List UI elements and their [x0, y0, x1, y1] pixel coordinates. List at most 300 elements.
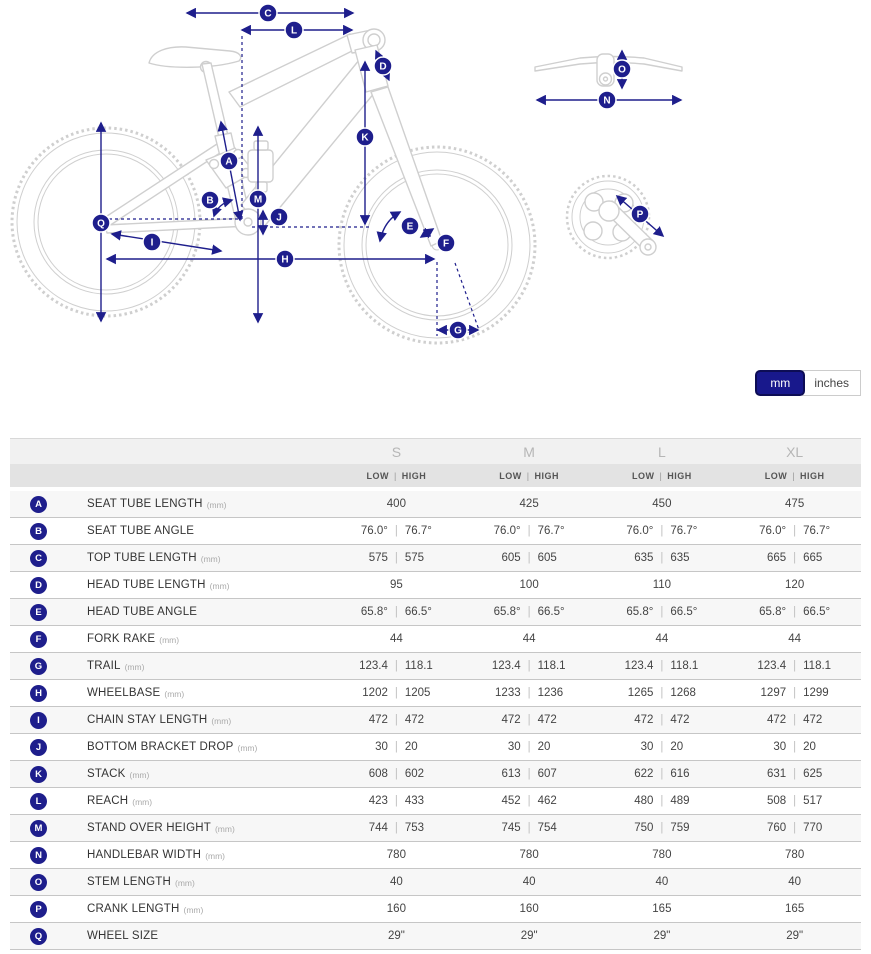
svg-text:L: L [290, 25, 298, 37]
value-cell [463, 903, 596, 915]
size-header: S [391, 443, 402, 460]
value-high: 489 [670, 795, 690, 807]
row-badge: B [30, 523, 47, 540]
row-label: SEAT TUBE LENGTH [87, 498, 203, 510]
row-label-cell [10, 739, 330, 756]
row-label-cell [10, 523, 330, 540]
value-single: 29" [786, 930, 804, 942]
row-badge: C [30, 550, 47, 567]
value-high: 1205 [404, 687, 431, 699]
value-low: 480 [634, 795, 654, 807]
row-label: BOTTOM BRACKET DROP [87, 741, 234, 753]
value-separator: | [394, 822, 398, 834]
high-label: HIGH [401, 470, 427, 481]
value-high: 20 [537, 741, 551, 753]
row-label: WHEEL SIZE [87, 930, 159, 942]
row-badge: M [30, 820, 47, 837]
value-low: 608 [368, 768, 388, 780]
row-label-cell [10, 712, 330, 729]
table-row-n [10, 842, 861, 869]
row-label: STAND OVER HEIGHT [87, 822, 211, 834]
value-separator: | [394, 714, 398, 726]
value-single: 44 [655, 633, 669, 645]
value-single: 165 [652, 903, 672, 915]
value-cell [596, 660, 729, 672]
seatpost [202, 63, 229, 142]
value-low: 65.8° [626, 606, 654, 618]
value-low: 123.4 [491, 660, 521, 672]
value-separator: | [793, 741, 797, 753]
value-low: 613 [501, 768, 521, 780]
value-cell [596, 606, 729, 618]
units-inches-button[interactable]: inches [802, 370, 861, 396]
value-cell [330, 876, 463, 888]
value-low: 605 [501, 552, 521, 564]
value-cell [463, 714, 596, 726]
value-high: 76.7° [404, 525, 432, 537]
value-cell [596, 930, 729, 942]
dimension-b [201, 191, 232, 216]
value-cell [330, 903, 463, 915]
value-separator: | [793, 660, 797, 672]
value-low: 65.8° [759, 606, 787, 618]
units-mm-button[interactable]: mm [755, 370, 805, 396]
value-low: 1297 [760, 687, 787, 699]
value-low: 750 [634, 822, 654, 834]
row-unit: (mm) [209, 581, 230, 591]
value-cell [728, 714, 861, 726]
value-cell [463, 606, 596, 618]
value-cell [728, 741, 861, 753]
value-low: 123.4 [757, 660, 787, 672]
value-low: 76.0° [759, 525, 787, 537]
row-badge: O [30, 874, 47, 891]
row-label-cell [10, 928, 330, 945]
value-cell [330, 741, 463, 753]
low-label: LOW [366, 470, 389, 481]
value-single: 40 [788, 876, 802, 888]
value-single: 780 [785, 849, 805, 861]
svg-text:K: K [361, 132, 369, 144]
value-cell [330, 606, 463, 618]
value-low: 472 [634, 714, 654, 726]
row-badge: D [30, 577, 47, 594]
row-label: HEAD TUBE LENGTH [87, 579, 206, 591]
row-label: STEM LENGTH [87, 876, 171, 888]
value-separator: | [793, 552, 797, 564]
value-separator: | [793, 795, 797, 807]
dimension-l [242, 21, 352, 39]
svg-text:F: F [442, 238, 450, 250]
low-high-separator: | [526, 470, 530, 481]
svg-text:A: A [225, 156, 233, 168]
svg-text:N: N [603, 95, 611, 107]
value-single: 44 [788, 633, 802, 645]
value-high: 665 [803, 552, 823, 564]
row-label-cell [10, 604, 330, 621]
row-unit: (mm) [164, 689, 185, 699]
value-single: 44 [389, 633, 403, 645]
bike-geometry-diagram [0, 0, 871, 362]
value-low: 123.4 [359, 660, 388, 672]
value-cell [463, 687, 596, 699]
value-cell [728, 552, 861, 564]
value-high: 602 [404, 768, 425, 780]
low-high-separator: | [792, 470, 796, 481]
value-separator: | [660, 795, 664, 807]
value-cell [596, 525, 729, 537]
value-cell [463, 525, 596, 537]
low-label: LOW [764, 470, 788, 481]
value-high: 118.1 [670, 660, 699, 672]
row-unit: (mm) [206, 500, 227, 510]
value-separator: | [394, 660, 398, 672]
value-separator: | [394, 687, 398, 699]
value-separator: | [660, 741, 664, 753]
value-single: 400 [386, 498, 406, 510]
value-cell [728, 768, 861, 780]
value-cell [728, 579, 861, 591]
value-low: 760 [766, 822, 787, 834]
value-cell [596, 903, 729, 915]
value-single: 780 [519, 849, 539, 861]
value-cell [330, 525, 463, 537]
value-cell [330, 687, 463, 699]
value-high: 118.1 [537, 660, 566, 672]
row-label-cell [10, 550, 330, 567]
row-unit: (mm) [175, 878, 195, 888]
value-single: 160 [519, 903, 539, 915]
value-cell [463, 849, 596, 861]
low-high-header [463, 471, 596, 481]
row-label-cell [10, 847, 330, 864]
value-cell [463, 768, 596, 780]
table-row-j [10, 734, 861, 761]
row-badge: Q [30, 928, 47, 945]
value-separator: | [527, 525, 531, 537]
value-cell [728, 606, 861, 618]
table-row-q [10, 923, 861, 950]
value-cell [596, 552, 729, 564]
value-single: 160 [386, 903, 406, 915]
low-high-header [330, 471, 463, 481]
value-cell [330, 930, 463, 942]
row-label-cell [10, 820, 330, 837]
value-separator: | [793, 525, 797, 537]
value-cell [728, 633, 861, 645]
value-low: 665 [766, 552, 787, 564]
value-separator: | [394, 606, 398, 618]
value-separator: | [660, 822, 664, 834]
value-separator: | [660, 714, 664, 726]
value-low: 508 [766, 795, 787, 807]
value-low: 30 [773, 741, 787, 753]
value-high: 20 [404, 741, 418, 753]
value-single: 780 [652, 849, 672, 861]
value-cell [330, 714, 463, 726]
value-high: 66.5° [670, 606, 698, 618]
row-badge: A [30, 496, 47, 513]
value-single: 110 [652, 579, 672, 591]
value-cell [330, 795, 463, 807]
table-row-f [10, 626, 861, 653]
table-row-d [10, 572, 861, 599]
value-cell [463, 795, 596, 807]
value-high: 472 [670, 714, 690, 726]
dimension-n [537, 91, 681, 109]
value-low: 1265 [627, 687, 654, 699]
table-row-m [10, 815, 861, 842]
value-low: 76.0° [360, 525, 388, 537]
value-single: 165 [785, 903, 805, 915]
value-low: 76.0° [493, 525, 521, 537]
value-high: 118.1 [803, 660, 832, 672]
value-separator: | [527, 822, 531, 834]
value-high: 1236 [537, 687, 564, 699]
value-high: 1299 [803, 687, 829, 699]
geometry-table [10, 438, 861, 950]
row-badge: K [30, 766, 47, 783]
dimension-c [187, 4, 353, 22]
value-single: 40 [389, 876, 403, 888]
value-low: 472 [368, 714, 388, 726]
row-label: CRANK LENGTH [87, 903, 180, 915]
value-cell [330, 498, 463, 510]
value-high: 20 [670, 741, 684, 753]
table-row-p [10, 896, 861, 923]
dimension-h [107, 250, 434, 268]
value-single: 120 [785, 579, 805, 591]
row-label-cell [10, 496, 330, 513]
value-separator: | [527, 741, 531, 753]
value-cell [463, 930, 596, 942]
low-high-header [728, 471, 861, 481]
value-separator: | [527, 660, 531, 672]
row-badge: F [30, 631, 47, 648]
value-cell [728, 498, 861, 510]
size-header: XL [786, 443, 804, 460]
row-label: HEAD TUBE ANGLE [87, 606, 198, 618]
row-unit: (mm) [159, 635, 180, 645]
value-low: 1202 [362, 687, 388, 699]
value-single: 40 [655, 876, 669, 888]
svg-text:Q: Q [97, 218, 105, 230]
row-badge: E [30, 604, 47, 621]
value-high: 616 [670, 768, 690, 780]
value-cell [728, 849, 861, 861]
value-separator: | [793, 822, 797, 834]
svg-text:C: C [264, 8, 272, 20]
row-label: SEAT TUBE ANGLE [87, 525, 195, 537]
value-low: 65.8° [360, 606, 388, 618]
value-cell [596, 633, 729, 645]
value-cell [330, 822, 463, 834]
value-low: 635 [634, 552, 654, 564]
value-cell [463, 498, 596, 510]
dimension-i [112, 233, 221, 251]
row-badge: N [30, 847, 47, 864]
table-row-k [10, 761, 861, 788]
value-cell [596, 795, 729, 807]
size-header: M [523, 443, 535, 460]
value-high: 635 [670, 552, 690, 564]
value-high: 118.1 [404, 660, 433, 672]
value-separator: | [660, 660, 664, 672]
value-separator: | [394, 741, 398, 753]
seatstay [104, 142, 226, 226]
value-separator: | [394, 552, 398, 564]
dimension-e [380, 212, 419, 241]
value-single: 44 [522, 633, 536, 645]
row-unit: (mm) [205, 851, 226, 861]
svg-text:B: B [206, 195, 214, 207]
value-separator: | [793, 687, 797, 699]
value-high: 472 [803, 714, 823, 726]
value-cell [596, 498, 729, 510]
value-cell [463, 552, 596, 564]
value-cell [330, 579, 463, 591]
table-row-h [10, 680, 861, 707]
value-high: 76.7° [537, 525, 565, 537]
row-label-cell [10, 685, 330, 702]
row-label: REACH [87, 795, 129, 807]
row-label-cell [10, 658, 330, 675]
value-cell [463, 579, 596, 591]
row-label: HANDLEBAR WIDTH [87, 849, 202, 861]
value-high: 770 [803, 822, 823, 834]
size-header: L [657, 443, 666, 460]
svg-text:D: D [379, 61, 387, 73]
value-separator: | [660, 687, 664, 699]
value-cell [330, 552, 463, 564]
value-separator: | [394, 795, 398, 807]
value-low: 123.4 [624, 660, 654, 672]
row-unit: (mm) [129, 770, 150, 780]
svg-text:M: M [253, 194, 263, 206]
low-label: LOW [499, 470, 522, 481]
value-separator: | [527, 606, 531, 618]
value-single: 425 [519, 498, 539, 510]
svg-text:G: G [454, 325, 462, 337]
value-high: 625 [803, 768, 823, 780]
value-high: 607 [537, 768, 557, 780]
value-single: 29" [520, 930, 538, 942]
value-cell [463, 822, 596, 834]
value-low: 472 [766, 714, 787, 726]
svg-text:H: H [281, 254, 289, 266]
value-single: 475 [785, 498, 805, 510]
table-row-i [10, 707, 861, 734]
dimension-q [92, 123, 110, 321]
row-unit: (mm) [200, 554, 221, 564]
value-single: 100 [519, 579, 539, 591]
value-low: 575 [368, 552, 388, 564]
value-cell [728, 903, 861, 915]
value-separator: | [660, 525, 664, 537]
value-separator: | [527, 714, 531, 726]
value-single: 29" [653, 930, 671, 942]
value-single: 29" [387, 930, 405, 942]
value-cell [463, 660, 596, 672]
row-badge: I [30, 712, 47, 729]
value-cell [463, 633, 596, 645]
table-size-header-row [10, 438, 861, 464]
value-separator: | [527, 795, 531, 807]
rear-shock [248, 150, 273, 182]
row-unit: (mm) [237, 743, 258, 753]
value-cell [596, 876, 729, 888]
row-badge: J [30, 739, 47, 756]
low-high-header [596, 471, 729, 481]
table-row-e [10, 599, 861, 626]
value-low: 472 [501, 714, 521, 726]
value-cell [596, 849, 729, 861]
row-unit: (mm) [211, 716, 232, 726]
low-label: LOW [631, 470, 655, 481]
value-cell [596, 714, 729, 726]
table-row-o [10, 869, 861, 896]
high-label: HIGH [800, 470, 825, 481]
value-high: 605 [537, 552, 557, 564]
row-label: STACK [87, 768, 126, 780]
value-cell [596, 768, 729, 780]
value-cell [596, 687, 729, 699]
row-badge: H [30, 685, 47, 702]
low-high-separator: | [659, 470, 663, 481]
row-label: FORK RAKE [87, 633, 156, 645]
row-label: WHEELBASE [87, 687, 161, 699]
value-high: 66.5° [803, 606, 831, 618]
row-label-cell [10, 577, 330, 594]
row-unit: (mm) [132, 797, 153, 807]
value-high: 66.5° [404, 606, 432, 618]
table-lowhigh-header-row [10, 464, 861, 487]
value-separator: | [527, 768, 531, 780]
value-cell [728, 525, 861, 537]
value-low: 745 [501, 822, 521, 834]
units-toggle [0, 362, 871, 398]
row-label-cell [10, 874, 330, 891]
svg-text:E: E [406, 221, 414, 233]
value-high: 472 [404, 714, 425, 726]
svg-text:I: I [150, 237, 154, 249]
value-high: 753 [404, 822, 425, 834]
value-cell [330, 768, 463, 780]
value-high: 754 [537, 822, 557, 834]
row-badge: G [30, 658, 47, 675]
value-cell [728, 876, 861, 888]
value-separator: | [527, 687, 531, 699]
value-single: 450 [652, 498, 672, 510]
value-high: 76.7° [670, 525, 698, 537]
handlebar-top-view [535, 54, 682, 86]
value-high: 759 [670, 822, 690, 834]
value-low: 30 [507, 741, 521, 753]
value-low: 76.0° [626, 525, 654, 537]
table-row-c [10, 545, 861, 572]
value-cell [728, 687, 861, 699]
table-row-a [10, 491, 861, 518]
value-high: 575 [404, 552, 425, 564]
value-single: 40 [522, 876, 536, 888]
value-low: 452 [501, 795, 521, 807]
value-high: 433 [404, 795, 425, 807]
value-separator: | [793, 606, 797, 618]
value-low: 744 [368, 822, 388, 834]
value-cell [596, 741, 729, 753]
row-label: CHAIN STAY LENGTH [87, 714, 208, 726]
row-label-cell [10, 631, 330, 648]
